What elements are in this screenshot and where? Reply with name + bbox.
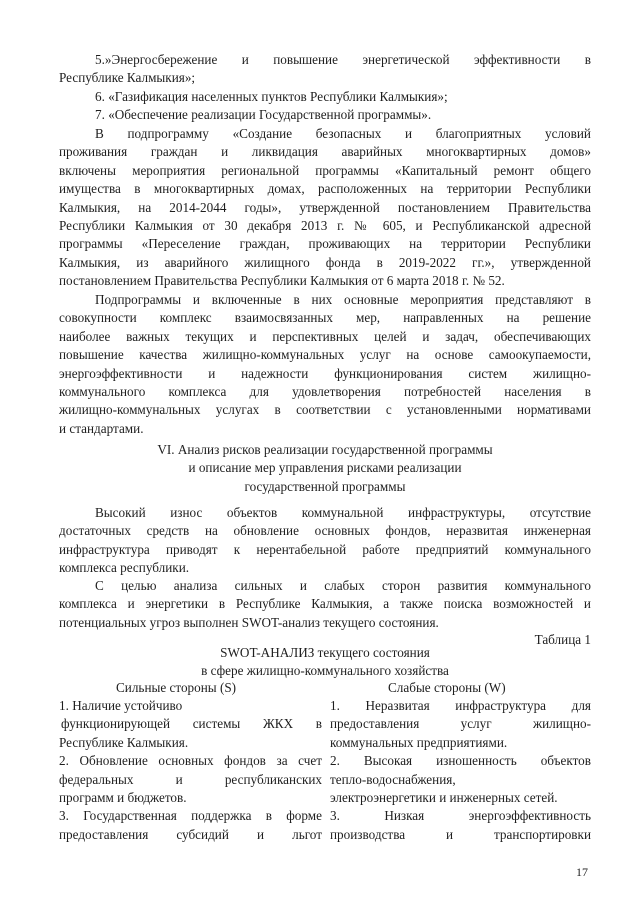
section-heading: VI. Анализ рисков реализации государственной программы и описание мер управления рисками реализации государственной программы [157,442,493,494]
list-item-5-line-1: 5.»Энергосбережение и повышение энергетической эффективности в [95,52,591,67]
table-cell: 2. Высокая изношенность объектов [330,753,591,769]
strengths-header: Сильные стороны (S) [116,680,237,695]
table-label: Таблица 1 [534,632,591,647]
list-item-5-line-2: Республике Калмыкия»; [59,70,196,86]
list-item-5 [59,51,591,88]
paragraph-infrastructure-wear: Высокий износ объектов коммунальной инфраструктуры, отсутствие достаточных средств на обновление основных фондов, неразвитая инженерная инфраструктура приводят к нерентабельной работе предприятий коммунального комплекса республики. [59,505,591,576]
table-cell: 1. Наличие устойчиво [59,698,183,713]
table-title: SWOT-АНАЛИЗ текущего состояния в сфере жилищно-коммунального хозяйства [201,645,449,679]
list-item-6: 6. «Газификация населенных пунктов Республики Калмыкия»; [95,89,448,104]
weaknesses-header: Слабые стороны (W) [388,680,506,695]
table-cell: 3. Государственная поддержка в форме [59,808,322,824]
table-cell: Республике Калмыкия. [59,734,189,750]
table-cell: 3. Низкая энергоэффективность [330,808,591,824]
table-cell: функционирующей системы ЖКХ в [61,716,322,732]
paragraph-subprograms-complex: Подпрограммы и включенные в них основные мероприятия представляют в совокупности комплекс взаимосвязанных мер, направленных на решение наиболее важных текущих и перспективных целей и задач, обеспечивающих повышение качества жилищно-коммунальных услуг на основе самоокупаемости, энергоэффективности и надежности функционирования систем жилищно- коммунального комплекса для удовлетворения потребностей населения в жилищно-коммунальных услугах в соответствии с установленными нормативами и стандартами. [59,292,591,436]
page-number: 17 [576,865,588,879]
table-cell: 1. Неразвитая инфраструктура для [330,698,591,713]
strengths-column [59,697,322,844]
table-cell: предоставления субсидий и льгот [59,826,322,842]
table-cell: коммунальных предприятиями. [330,734,508,750]
table-cell: тепло-водоснабжения, [330,771,456,787]
table-cell: производства и транспортировки [330,826,591,842]
paragraph-swot-intro: С целью анализа сильных и слабых сторон развития коммунального комплекса и энергетики в Республике Калмыкия, а также поиска возможностей и потенциальных угроз выполнен SWOT-анализ текущего состояния. [59,578,591,630]
list-item-7: 7. «Обеспечение реализации Государственной программы». [95,107,432,122]
table-cell: электроэнергетики и инженерных сетей. [330,790,558,806]
table-cell: 2. Обновление основных фондов за счет [59,753,322,769]
paragraph-subprogram: В подпрограмму «Создание безопасных и благоприятных условий проживания граждан и ликвидация аварийных многоквартирных домов» включены мероприятия региональной программы «Капитальный ремонт общего имущества в многоквартирных домах, расположенных на территории Республики Калмыкия, на 2014-2044 годы», утвержденной постановлением Правительства Республики Калмыкия от 30 декабря 2013 г. № 605, и Республиканской адресной программы «Переселение граждан, проживающих на территории Республики Калмыкия, из аварийного жилищного фонда в 2019-2022 гг.», утвержденной постановлением Правительства Республики Калмыкия от 6 марта 2018 г. № 52. [59,126,591,289]
weaknesses-column [330,697,591,844]
table-cell: программ и бюджетов. [59,790,187,806]
table-cell: предоставления услуг жилищно- [330,716,591,732]
table-cell: федеральных и республиканских [59,771,322,787]
